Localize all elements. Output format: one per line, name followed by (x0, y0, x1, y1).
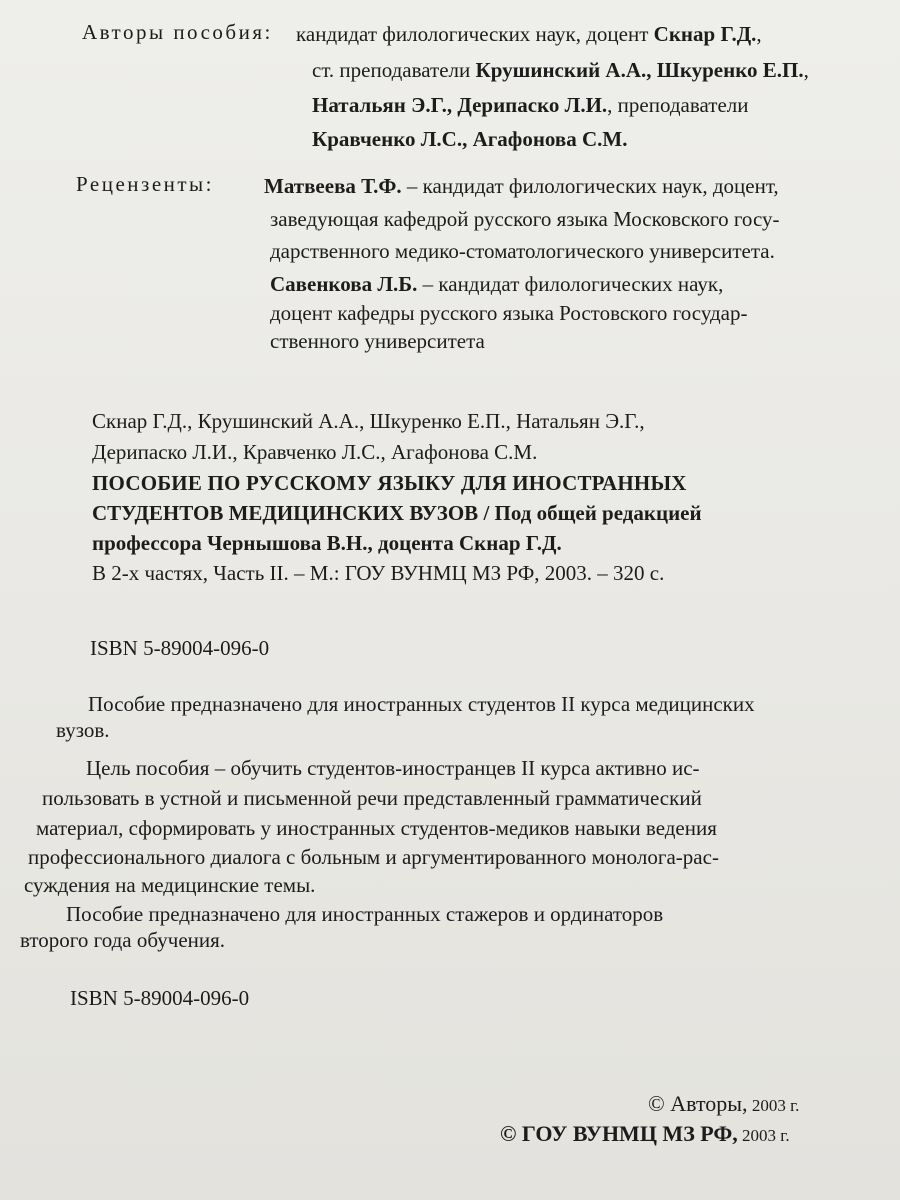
copyright-authors-text: © Авторы, (648, 1091, 748, 1116)
citation-publication: В 2-х частях, Часть II. – М.: ГОУ ВУНМЦ МЗ РФ, 2003. – 320 с. (92, 561, 665, 585)
annotation-p2-line-2: пользовать в устной и письменной речи представленный грамматический (42, 786, 702, 810)
authors-line-1-text: кандидат филологических наук, доцент (296, 22, 654, 46)
authors-line-3-text: , преподаватели (607, 93, 749, 117)
copyright-authors (648, 1090, 799, 1120)
authors-line-2-text: ст. преподаватели (312, 58, 476, 82)
citation-authors-1: Скнар Г.Д., Крушинский А.А., Шкуренко Е.П., Натальян Э.Г., (92, 409, 645, 433)
author-names: Крушинский А.А., Шкуренко Е.П. (475, 58, 804, 82)
authors-line-2 (312, 56, 809, 84)
reviewer-2-line-2: доцент кафедры русского языка Ростовского государ- (270, 301, 748, 325)
citation-editors: профессора Чернышова В.Н., доцента Скнар Г.Д. (92, 531, 562, 555)
isbn-bottom: ISBN 5-89004-096-0 (70, 986, 250, 1010)
authors-line-1 (296, 20, 762, 48)
reviewer-2-title: – кандидат филологических наук, (417, 272, 724, 296)
copyright-authors-year: 2003 г. (747, 1096, 800, 1115)
isbn-top: ISBN 5-89004-096-0 (90, 636, 270, 660)
reviewer-1-line-1 (264, 172, 779, 200)
citation-title-2-text: СТУДЕНТОВ МЕДИЦИНСКИХ ВУЗОВ (92, 501, 479, 525)
reviewer-1-line-3: дарственного медико-стоматологического университета. (270, 239, 775, 263)
reviewer-2-line-1 (270, 270, 723, 298)
citation-title-2 (92, 499, 702, 527)
copyright-publisher-year: 2003 г. (737, 1126, 790, 1145)
author-name: Скнар Г.Д. (653, 22, 757, 46)
punctuation: , (756, 22, 762, 46)
annotation-p3-line-2: второго года обучения. (20, 928, 226, 952)
reviewer-2-line-3: ственного университета (270, 329, 485, 353)
author-names: Кравченко Л.С., Агафонова С.М. (312, 127, 628, 151)
reviewer-1-title: – кандидат филологических наук, доцент, (401, 174, 779, 198)
reviewer-1-line-2: заведующая кафедрой русского языка Московского госу- (270, 207, 780, 231)
annotation-p3-line-1: Пособие предназначено для иностранных стажеров и ординаторов (66, 902, 664, 926)
authors-line-3 (312, 91, 749, 119)
citation-title-1: ПОСОБИЕ ПО РУССКОМУ ЯЗЫКУ ДЛЯ ИНОСТРАННЫХ (92, 471, 687, 495)
annotation-p1-line-1: Пособие предназначено для иностранных студентов II курса медицинских (88, 692, 755, 716)
annotation-p1-line-2: вузов. (56, 718, 110, 742)
citation-editor-note: / Под общей редакцией (478, 501, 702, 525)
reviewers-label: Рецензенты: (76, 172, 214, 196)
author-names: Натальян Э.Г., Дерипаско Л.И. (312, 93, 608, 117)
copyright-publisher (500, 1120, 790, 1150)
authors-label: Авторы пособия: (82, 20, 273, 44)
citation-authors-2: Дерипаско Л.И., Кравченко Л.С., Агафонова С.М. (92, 440, 538, 464)
authors-line-4 (312, 125, 627, 153)
annotation-p2-line-4: профессионального диалога с больным и аргументированного монолога-рас- (28, 845, 719, 869)
annotation-p2-line-1: Цель пособия – обучить студентов-иностранцев II курса активно ис- (86, 756, 700, 780)
annotation-p2-line-5: суждения на медицинские темы. (24, 873, 316, 897)
annotation-p2-line-3: материал, сформировать у иностранных студентов-медиков навыки ведения (36, 816, 717, 840)
reviewer-1-name: Матвеева Т.Ф. (264, 174, 402, 198)
copyright-publisher-text: © ГОУ ВУНМЦ МЗ РФ, (500, 1121, 738, 1146)
punctuation: , (803, 58, 809, 82)
reviewer-2-name: Савенкова Л.Б. (270, 272, 418, 296)
